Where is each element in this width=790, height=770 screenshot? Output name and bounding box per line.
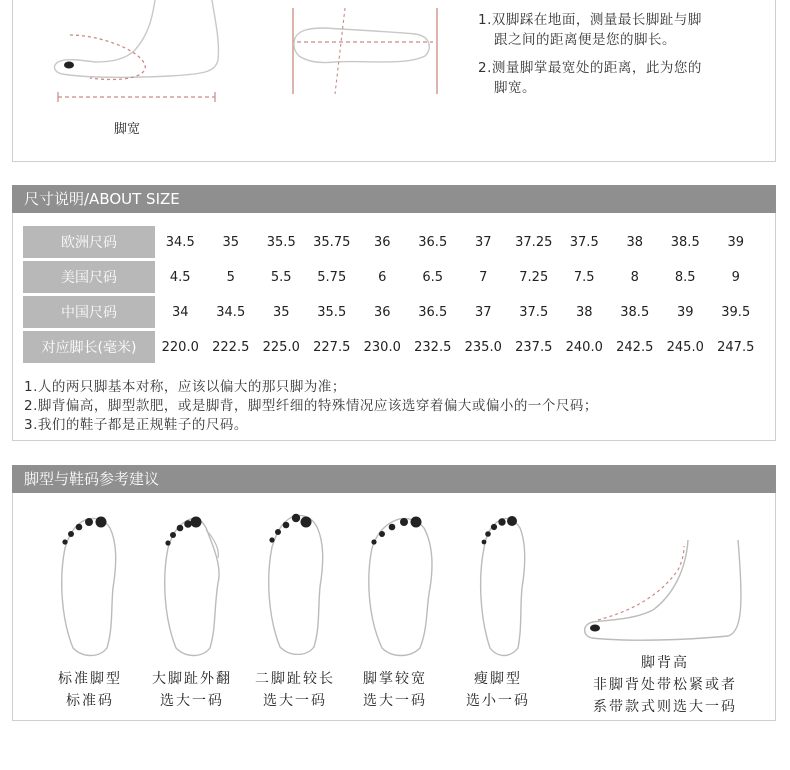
size-cell: 35.5 [317, 304, 347, 320]
size-cell: 222.5 [212, 339, 250, 355]
foot-type-caption [345, 668, 445, 712]
size-cell: 37.25 [515, 234, 553, 250]
size-table [23, 223, 761, 366]
foot-wide-icon [362, 508, 442, 658]
size-cell: 34.5 [216, 304, 246, 320]
instruction-2 [478, 58, 702, 98]
size-cell: 37.5 [569, 234, 599, 250]
size-cell: 39 [727, 234, 745, 250]
foot-type-caption [40, 668, 140, 712]
note-2: 2.脚背偏高，脚型款肥，或是脚背，脚型纤细的特殊情况应该选穿着偏大或偏小的一个尺码； [24, 398, 598, 414]
size-cell: 5 [226, 269, 235, 285]
foot-length-illustration [285, 8, 445, 94]
foot-long-second-toe-icon [262, 505, 332, 655]
size-cell: 240.0 [565, 339, 603, 355]
size-section-title: 尺寸说明/ABOUT SIZE [12, 185, 776, 213]
size-notes [24, 378, 598, 435]
size-cell: 245.0 [666, 339, 704, 355]
size-cell: 37 [474, 234, 492, 250]
size-cell: 36.5 [418, 304, 448, 320]
foot-type-caption [142, 668, 242, 712]
size-cell: 7 [479, 269, 488, 285]
size-cell: 35.5 [266, 234, 296, 250]
size-cell: 9 [731, 269, 740, 285]
note-1: 1.人的两只脚基本对称，应该以偏大的那只脚为准； [24, 379, 346, 395]
size-row-label: 美国尺码 [23, 261, 155, 293]
size-cell: 225.0 [262, 339, 300, 355]
size-cell: 6 [378, 269, 387, 285]
foot-type-label: 瘦脚型 [474, 671, 522, 687]
size-cell: 230.0 [363, 339, 401, 355]
size-cell: 247.5 [717, 339, 755, 355]
size-cell: 34.5 [165, 234, 195, 250]
foot-type-caption [448, 668, 548, 712]
size-row-label: 欧洲尺码 [23, 226, 155, 258]
size-cell: 242.5 [616, 339, 654, 355]
size-cell: 220.0 [161, 339, 199, 355]
size-cell: 38 [575, 304, 593, 320]
size-cell: 7.25 [519, 269, 549, 285]
size-cell: 36 [373, 304, 391, 320]
size-cell: 5.5 [270, 269, 292, 285]
foot-type-advice: 选大一码 [363, 693, 427, 709]
size-row-label: 中国尺码 [23, 296, 155, 328]
foot-type-label: 大脚趾外翻 [152, 671, 232, 687]
foot-type-label: 脚掌较宽 [363, 671, 427, 687]
note-3: 3.我们的鞋子都是正规鞋子的尺码。 [24, 417, 248, 433]
size-cell: 34 [171, 304, 189, 320]
foot-width-illustration [40, 0, 240, 110]
instruction-2-line2: 脚宽。 [494, 80, 536, 96]
size-cell: 36.5 [418, 234, 448, 250]
size-cell: 5.75 [317, 269, 347, 285]
instep-title: 脚背高 [641, 655, 689, 671]
size-cell: 36 [373, 234, 391, 250]
size-cell: 35 [222, 234, 240, 250]
size-row-label: 对应脚长(毫米) [23, 331, 155, 363]
size-cell: 4.5 [169, 269, 191, 285]
size-cell: 232.5 [414, 339, 452, 355]
size-cell: 38.5 [620, 304, 650, 320]
instep-line2: 系带款式则选大一码 [593, 699, 737, 715]
foot-type-advice: 选小一码 [466, 693, 530, 709]
size-cell: 37.5 [519, 304, 549, 320]
size-row [23, 296, 761, 328]
size-cell: 235.0 [464, 339, 502, 355]
size-cell: 237.5 [515, 339, 553, 355]
instruction-1-line1: 1.双脚踩在地面，测量最长脚趾与脚 [478, 12, 702, 28]
foot-type-caption [245, 668, 345, 712]
size-row [23, 331, 761, 363]
size-cell: 8.5 [674, 269, 696, 285]
instep-line1: 非脚背处带松紧或者 [593, 677, 737, 693]
size-cell: 38.5 [670, 234, 700, 250]
size-cell: 39.5 [721, 304, 751, 320]
size-cell: 35 [272, 304, 290, 320]
size-cell: 7.5 [573, 269, 595, 285]
instep-caption [575, 652, 755, 718]
foot-type-advice: 选大一码 [263, 693, 327, 709]
foot-high-instep-icon [578, 540, 748, 650]
instruction-1 [478, 10, 702, 50]
instruction-2-line1: 2.测量脚掌最宽处的距离，此为您的 [478, 60, 702, 76]
advice-section-title: 脚型与鞋码参考建议 [12, 465, 776, 493]
foot-width-label: 脚宽 [114, 122, 141, 137]
size-cell: 227.5 [313, 339, 351, 355]
foot-type-advice: 选大一码 [160, 693, 224, 709]
foot-type-advice: 标准码 [66, 693, 114, 709]
size-cell: 37 [474, 304, 492, 320]
size-cell: 8 [630, 269, 639, 285]
foot-type-label: 标准脚型 [58, 671, 122, 687]
foot-standard-icon [55, 508, 125, 658]
size-cell: 6.5 [422, 269, 444, 285]
foot-bunion-icon [158, 508, 228, 658]
instruction-1-line2: 跟之间的距离便是您的脚长。 [494, 32, 676, 48]
size-row [23, 261, 761, 293]
foot-type-label: 二脚趾较长 [255, 671, 335, 687]
foot-slim-icon [470, 508, 540, 658]
size-cell: 35.75 [313, 234, 351, 250]
size-row [23, 226, 761, 258]
size-cell: 39 [676, 304, 694, 320]
size-cell: 38 [626, 234, 644, 250]
